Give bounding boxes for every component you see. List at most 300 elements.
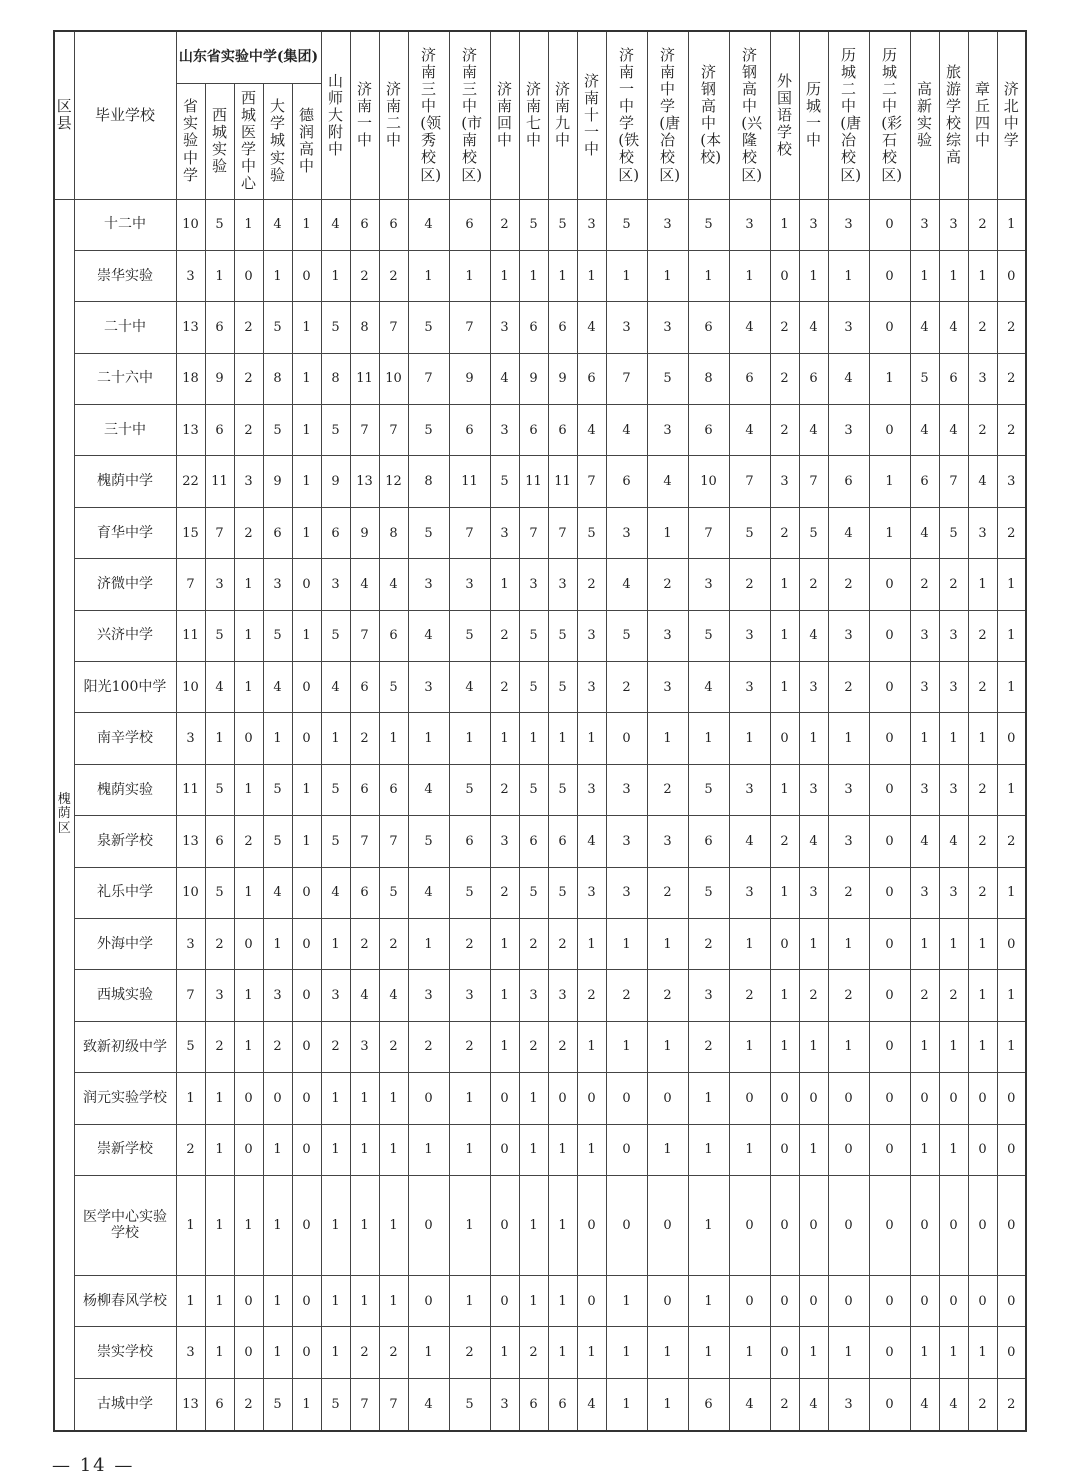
quota-cell: 0 [828,1275,869,1326]
quota-cell: 6 [519,816,548,867]
quota-cell: 4 [828,507,869,558]
quota-cell: 2 [548,918,577,969]
quota-cell: 3 [606,764,647,815]
school-name: 二十六中 [74,353,176,404]
district-cell: 槐荫区 [54,199,74,1431]
school-name: 南辛学校 [74,713,176,764]
quota-cell: 5 [205,764,234,815]
quota-cell: 1 [292,302,321,353]
quota-cell: 1 [729,1327,770,1378]
quota-cell: 0 [869,1378,910,1431]
quota-cell: 0 [869,1175,910,1275]
quota-cell: 15 [176,507,205,558]
quota-cell: 0 [910,1175,939,1275]
quota-cell: 2 [729,970,770,1021]
quota-cell: 1 [519,1124,548,1175]
quota-cell: 1 [321,1275,350,1326]
quota-cell: 6 [548,816,577,867]
quota-cell: 7 [799,456,828,507]
column-header: 高新实验 [910,31,939,199]
quota-cell: 9 [263,456,292,507]
quota-cell: 0 [729,1275,770,1326]
quota-cell: 2 [828,970,869,1021]
quota-cell: 6 [449,405,490,456]
quota-cell: 1 [449,713,490,764]
quota-cell: 3 [577,610,606,661]
quota-cell: 11 [449,456,490,507]
quota-cell: 3 [606,867,647,918]
school-name: 杨柳春风学校 [74,1275,176,1326]
quota-cell: 0 [997,1327,1026,1378]
quota-cell: 2 [350,713,379,764]
quota-cell: 0 [234,1327,263,1378]
quota-cell: 1 [490,559,519,610]
quota-cell: 0 [869,1021,910,1072]
quota-cell: 6 [321,507,350,558]
quota-cell: 1 [997,1021,1026,1072]
quota-cell: 4 [729,302,770,353]
quota-cell: 0 [408,1175,449,1275]
quota-cell: 2 [350,250,379,301]
quota-cell: 0 [606,713,647,764]
quota-cell: 3 [799,764,828,815]
quota-cell: 1 [647,918,688,969]
quota-cell: 6 [548,1378,577,1431]
quota-cell: 1 [379,1073,408,1124]
school-name: 济微中学 [74,559,176,610]
quota-cell: 9 [548,353,577,404]
quota-cell: 2 [350,1327,379,1378]
quota-cell: 7 [408,353,449,404]
quota-cell: 3 [606,507,647,558]
quota-cell: 1 [449,1175,490,1275]
quota-cell: 1 [449,1073,490,1124]
quota-cell: 0 [234,918,263,969]
quota-cell: 5 [408,816,449,867]
quota-cell: 6 [350,764,379,815]
quota-cell: 4 [379,970,408,1021]
quota-cell: 3 [997,456,1026,507]
quota-table [53,30,1027,1432]
quota-cell: 6 [939,353,968,404]
quota-cell: 1 [606,250,647,301]
quota-cell: 1 [770,199,799,250]
school-name: 崇实学校 [74,1327,176,1378]
quota-cell: 0 [997,1073,1026,1124]
quota-cell: 6 [519,405,548,456]
quota-cell: 1 [647,713,688,764]
quota-cell: 2 [647,970,688,1021]
quota-cell: 1 [205,1175,234,1275]
quota-cell: 1 [350,1275,379,1326]
quota-cell: 6 [205,302,234,353]
quota-cell: 0 [770,1124,799,1175]
school-name: 润元实验学校 [74,1073,176,1124]
quota-cell: 0 [997,918,1026,969]
quota-cell: 3 [176,918,205,969]
quota-cell: 1 [997,764,1026,815]
quota-cell: 0 [292,559,321,610]
quota-cell: 1 [321,1327,350,1378]
quota-cell: 3 [939,662,968,713]
quota-cell: 7 [350,405,379,456]
quota-cell: 5 [408,405,449,456]
quota-cell: 3 [688,559,729,610]
quota-cell: 0 [292,918,321,969]
quota-cell: 5 [321,764,350,815]
quota-cell: 5 [910,353,939,404]
quota-cell: 2 [490,764,519,815]
quota-cell: 1 [263,1124,292,1175]
quota-cell: 1 [770,764,799,815]
quota-cell: 2 [205,918,234,969]
quota-cell: 9 [205,353,234,404]
quota-cell: 1 [869,353,910,404]
quota-cell: 0 [869,250,910,301]
quota-cell: 0 [606,1073,647,1124]
quota-cell: 1 [292,610,321,661]
quota-cell: 1 [292,1378,321,1431]
quota-cell: 2 [490,662,519,713]
quota-cell: 4 [939,405,968,456]
quota-cell: 5 [577,507,606,558]
quota-cell: 0 [234,713,263,764]
column-header: 章丘四中 [968,31,997,199]
quota-cell: 1 [910,918,939,969]
school-name: 崇华实验 [74,250,176,301]
quota-cell: 0 [869,713,910,764]
quota-cell: 1 [997,610,1026,661]
quota-cell: 1 [968,1327,997,1378]
quota-cell: 7 [688,507,729,558]
quota-cell: 7 [176,970,205,1021]
quota-cell: 1 [350,1073,379,1124]
quota-cell: 2 [968,199,997,250]
quota-cell: 2 [234,405,263,456]
quota-cell: 4 [606,405,647,456]
quota-cell: 1 [939,713,968,764]
table-row [54,507,1026,558]
quota-cell: 2 [688,918,729,969]
quota-cell: 0 [729,1073,770,1124]
quota-cell: 5 [548,610,577,661]
column-header: 济南十一中 [577,31,606,199]
quota-cell: 1 [688,1175,729,1275]
quota-cell: 2 [647,764,688,815]
quota-cell: 5 [321,405,350,456]
quota-cell: 5 [519,867,548,918]
quota-cell: 1 [997,199,1026,250]
quota-cell: 2 [548,1021,577,1072]
quota-cell: 0 [234,1275,263,1326]
quota-cell: 0 [869,559,910,610]
quota-cell: 3 [350,1021,379,1072]
quota-cell: 9 [519,353,548,404]
quota-cell: 5 [519,662,548,713]
quota-cell: 1 [770,662,799,713]
quota-cell: 2 [968,816,997,867]
quota-cell: 4 [577,816,606,867]
quota-cell: 0 [263,1073,292,1124]
quota-cell: 0 [234,250,263,301]
quota-cell: 2 [939,559,968,610]
quota-cell: 0 [869,1073,910,1124]
quota-cell: 1 [869,507,910,558]
group-column-header: 省实验中学 [176,83,205,199]
quota-cell: 4 [263,662,292,713]
quota-cell: 2 [408,1021,449,1072]
quota-cell: 2 [939,970,968,1021]
quota-cell: 5 [205,610,234,661]
quota-cell: 5 [939,507,968,558]
quota-cell: 4 [799,1378,828,1431]
quota-cell: 3 [910,867,939,918]
quota-cell: 5 [379,662,408,713]
quota-cell: 0 [292,1021,321,1072]
quota-cell: 3 [828,405,869,456]
quota-cell: 0 [292,970,321,1021]
quota-cell: 6 [205,1378,234,1431]
quota-cell: 1 [234,1175,263,1275]
quota-cell: 4 [408,610,449,661]
quota-cell: 1 [729,1124,770,1175]
quota-cell: 4 [408,764,449,815]
quota-cell: 13 [176,816,205,867]
table-row [54,867,1026,918]
quota-cell: 1 [321,250,350,301]
school-name: 槐荫中学 [74,456,176,507]
school-name: 泉新学校 [74,816,176,867]
quota-cell: 2 [577,970,606,1021]
quota-cell: 7 [176,559,205,610]
quota-cell: 0 [997,1124,1026,1175]
quota-cell: 2 [490,610,519,661]
table-row [54,610,1026,661]
quota-cell: 1 [606,1021,647,1072]
quota-cell: 1 [968,250,997,301]
table-row [54,764,1026,815]
quota-cell: 1 [234,970,263,1021]
school-name: 外海中学 [74,918,176,969]
quota-cell: 2 [490,867,519,918]
quota-cell: 7 [379,1378,408,1431]
quota-cell: 3 [176,713,205,764]
quota-cell: 0 [997,713,1026,764]
quota-cell: 2 [234,816,263,867]
quota-cell: 6 [688,405,729,456]
quota-cell: 6 [828,456,869,507]
quota-cell: 0 [828,1073,869,1124]
quota-cell: 1 [234,199,263,250]
quota-cell: 6 [548,405,577,456]
quota-cell: 3 [449,970,490,1021]
quota-cell: 5 [263,764,292,815]
quota-cell: 1 [519,1073,548,1124]
quota-cell: 1 [968,970,997,1021]
column-header: 济南三中(领秀校区) [408,31,449,199]
quota-cell: 1 [234,1021,263,1072]
quota-cell: 0 [997,250,1026,301]
quota-cell: 1 [205,1124,234,1175]
quota-cell: 2 [997,816,1026,867]
quota-cell: 4 [263,199,292,250]
column-header: 济南二中 [379,31,408,199]
column-header: 济北中学 [997,31,1026,199]
group-column-header: 西城医学中心 [234,83,263,199]
quota-cell: 4 [799,302,828,353]
quota-cell: 6 [910,456,939,507]
table-row [54,713,1026,764]
quota-cell: 5 [321,816,350,867]
quota-cell: 1 [577,250,606,301]
quota-cell: 3 [968,353,997,404]
quota-cell: 1 [729,713,770,764]
quota-cell: 3 [577,662,606,713]
quota-cell: 1 [606,918,647,969]
quota-cell: 3 [647,662,688,713]
quota-cell: 4 [350,970,379,1021]
column-header: 历城一中 [799,31,828,199]
quota-cell: 5 [408,302,449,353]
quota-cell: 0 [234,1073,263,1124]
quota-cell: 1 [263,1327,292,1378]
quota-cell: 1 [577,713,606,764]
quota-cell: 5 [688,610,729,661]
quota-cell: 2 [647,559,688,610]
table-row [54,1124,1026,1175]
quota-cell: 1 [234,662,263,713]
quota-cell: 2 [910,559,939,610]
quota-cell: 4 [939,302,968,353]
quota-cell: 1 [263,250,292,301]
quota-cell: 4 [910,302,939,353]
quota-cell: 5 [647,353,688,404]
quota-cell: 7 [205,507,234,558]
school-name: 槐荫实验 [74,764,176,815]
quota-cell: 6 [379,610,408,661]
quota-cell: 1 [606,1378,647,1431]
quota-cell: 1 [770,559,799,610]
quota-cell: 1 [939,1124,968,1175]
quota-cell: 3 [548,559,577,610]
quota-cell: 3 [770,456,799,507]
quota-cell: 1 [647,250,688,301]
quota-cell: 4 [910,1378,939,1431]
quota-cell: 3 [647,610,688,661]
quota-cell: 0 [729,1175,770,1275]
quota-cell: 0 [869,302,910,353]
quota-cell: 5 [548,199,577,250]
quota-cell: 2 [968,405,997,456]
quota-cell: 7 [350,610,379,661]
quota-cell: 0 [869,199,910,250]
quota-cell: 3 [939,867,968,918]
quota-cell: 2 [997,1378,1026,1431]
quota-cell: 10 [176,199,205,250]
quota-cell: 1 [490,250,519,301]
quota-cell: 1 [379,1275,408,1326]
quota-cell: 5 [408,507,449,558]
quota-cell: 4 [379,559,408,610]
quota-cell: 1 [548,1124,577,1175]
quota-cell: 1 [263,713,292,764]
quota-cell: 0 [968,1073,997,1124]
quota-cell: 0 [968,1275,997,1326]
quota-cell: 7 [379,302,408,353]
quota-cell: 1 [548,1327,577,1378]
quota-cell: 2 [688,1021,729,1072]
quota-cell: 1 [205,1073,234,1124]
quota-cell: 0 [292,867,321,918]
quota-cell: 3 [490,405,519,456]
quota-cell: 3 [263,559,292,610]
group-column-header: 西城实验 [205,83,234,199]
quota-cell: 1 [408,1327,449,1378]
quota-cell: 0 [770,1327,799,1378]
quota-cell: 2 [968,302,997,353]
quota-cell: 1 [729,1021,770,1072]
quota-cell: 0 [997,1175,1026,1275]
table-row [54,816,1026,867]
quota-cell: 4 [321,867,350,918]
quota-cell: 4 [939,816,968,867]
quota-cell: 0 [869,405,910,456]
quota-cell: 7 [379,816,408,867]
quota-cell: 2 [968,662,997,713]
quota-cell: 6 [379,764,408,815]
quota-cell: 1 [968,1021,997,1072]
quota-cell: 5 [263,816,292,867]
quota-cell: 1 [828,1327,869,1378]
quota-cell: 2 [828,662,869,713]
quota-cell: 0 [234,1124,263,1175]
quota-cell: 1 [263,1175,292,1275]
quota-cell: 1 [729,250,770,301]
quota-cell: 1 [939,1021,968,1072]
quota-cell: 13 [176,302,205,353]
quota-cell: 3 [828,610,869,661]
quota-cell: 0 [770,1275,799,1326]
quota-cell: 5 [263,302,292,353]
quota-cell: 3 [205,970,234,1021]
quota-cell: 2 [519,1327,548,1378]
quota-cell: 1 [490,1021,519,1072]
quota-cell: 6 [350,199,379,250]
quota-cell: 1 [997,662,1026,713]
quota-cell: 1 [292,353,321,404]
quota-cell: 6 [606,456,647,507]
quota-cell: 1 [577,918,606,969]
quota-cell: 1 [176,1275,205,1326]
quota-cell: 2 [828,867,869,918]
quota-cell: 1 [350,1175,379,1275]
group-column-header: 大学城实验 [263,83,292,199]
quota-cell: 0 [869,764,910,815]
quota-cell: 2 [770,405,799,456]
quota-cell: 3 [910,764,939,815]
quota-cell: 3 [408,662,449,713]
quota-cell: 1 [292,764,321,815]
quota-cell: 2 [729,559,770,610]
quota-cell: 2 [968,610,997,661]
quota-cell: 0 [606,1175,647,1275]
quota-cell: 11 [176,764,205,815]
quota-cell: 1 [519,713,548,764]
quota-cell: 8 [263,353,292,404]
quota-cell: 1 [548,250,577,301]
quota-cell: 1 [799,1124,828,1175]
quota-cell: 7 [939,456,968,507]
